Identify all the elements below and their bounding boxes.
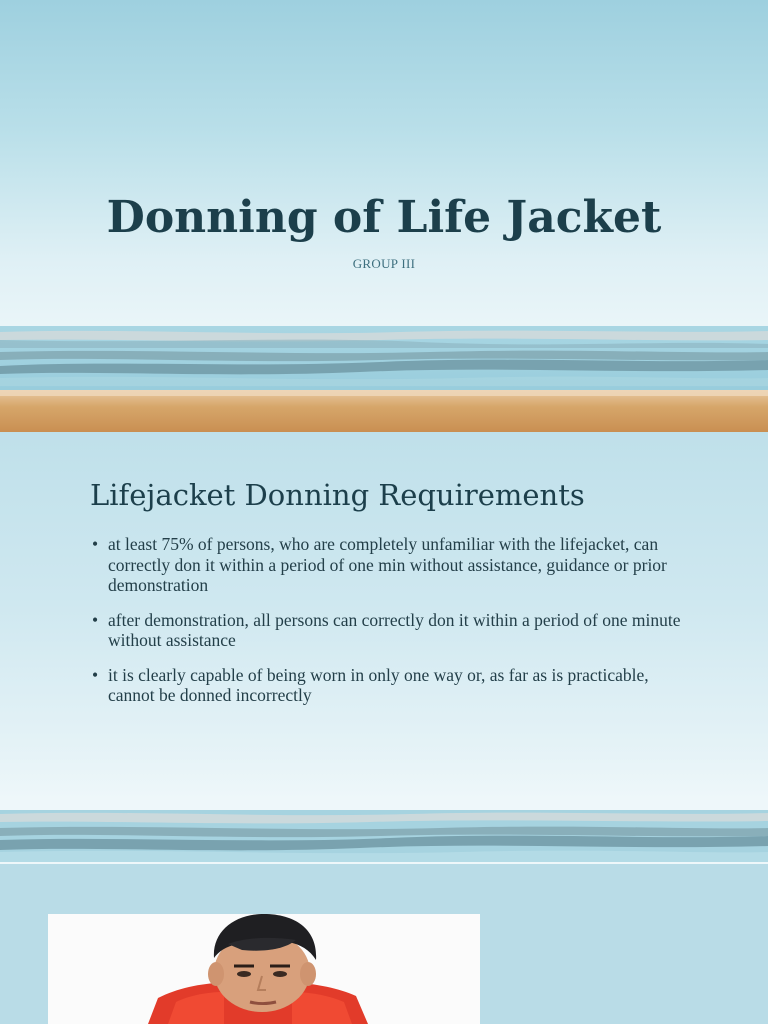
slide-title: Donning of Life Jacket [106, 192, 662, 243]
slide-subtitle: GROUP III [352, 256, 416, 271]
list-item [90, 610, 690, 651]
wave-decoration [0, 326, 768, 432]
person-photo-illustration [48, 914, 480, 1024]
bullet-list [90, 534, 690, 720]
bullet-icon: • [92, 534, 99, 554]
bullet-icon: • [92, 609, 99, 630]
title-slide [0, 0, 768, 432]
list-item [90, 665, 690, 706]
list-item-text: it is clearly capable of being worn in only one way or, as far as is practicable, cannot be donned incorrectly [108, 664, 649, 705]
list-item [90, 534, 690, 596]
photo-slide [0, 864, 768, 1024]
bullet-icon: • [92, 664, 99, 685]
slide-heading: Lifejacket Donning Requirements [90, 478, 585, 512]
wave-decoration [0, 810, 768, 862]
list-item-text: at least 75% of persons, who are completely unfamiliar with the lifejacket, can correctly don it within a period of one min without assistance, guidance or prior demonstration [108, 534, 667, 595]
photo-person-in-lifejacket [48, 914, 480, 1024]
list-item-text: after demonstration, all persons can correctly don it within a period of one minute without assistance [108, 609, 681, 650]
requirements-slide [0, 432, 768, 864]
